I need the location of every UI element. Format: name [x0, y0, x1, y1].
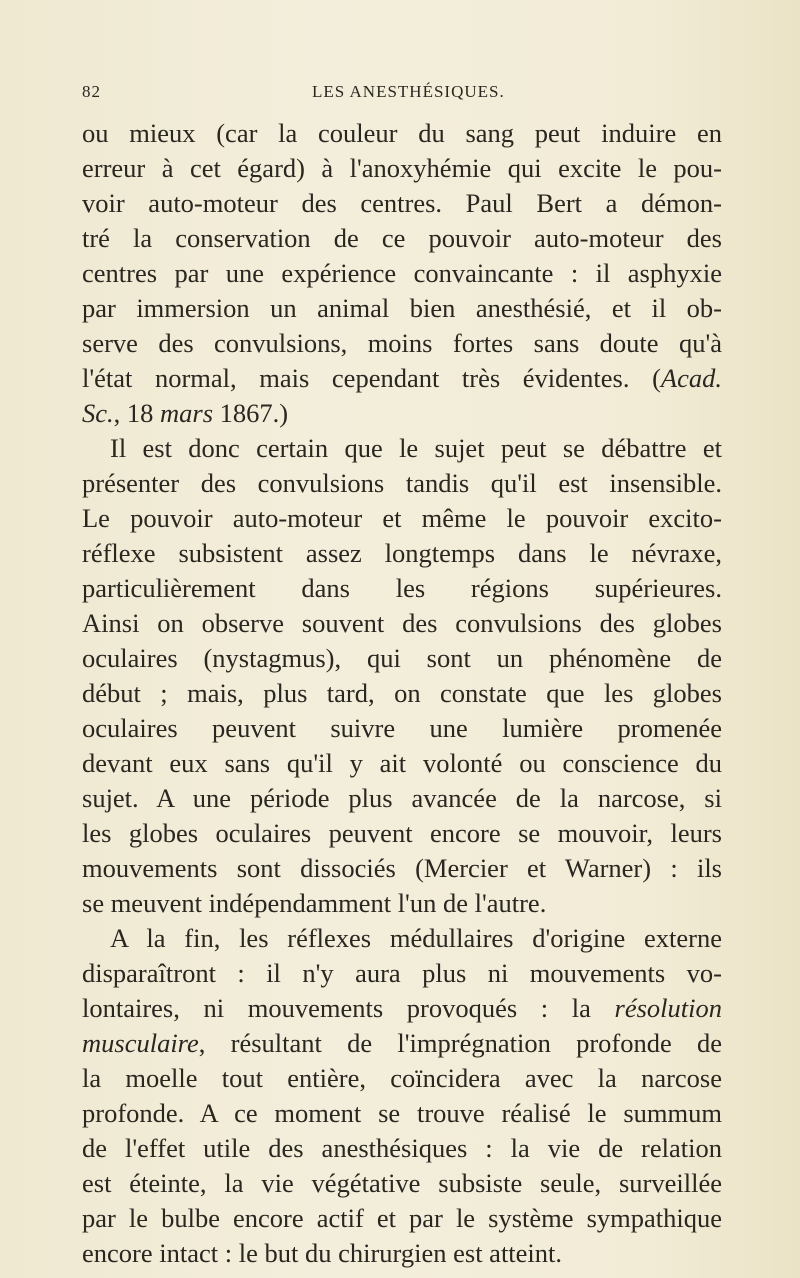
- text-line: profonde. A ce moment se trouve réalisé le summum: [82, 1098, 722, 1128]
- text-line: oculaires (nystagmus), qui sont un phénomène de: [82, 643, 722, 673]
- text-line: par le bulbe encore actif et par le système sympathique: [82, 1203, 722, 1233]
- text-line: A la fin, les réflexes médullaires d'origine externe: [110, 923, 722, 953]
- text-line: centres par une expérience convaincante : il asphyxie: [82, 258, 722, 288]
- text-line: sujet. A une période plus avancée de la narcose, si: [82, 783, 722, 813]
- text-line: serve des convulsions, moins fortes sans doute qu'à: [82, 328, 722, 358]
- text-line: début ; mais, plus tard, on constate que les globes: [82, 678, 722, 708]
- text-line: musculaire, résultant de l'imprégnation profonde de: [82, 1028, 722, 1058]
- text-line: Sc., 18 mars 1867.): [82, 398, 289, 428]
- text-line: réflexe subsistent assez longtemps dans le névraxe,: [82, 538, 722, 568]
- text-line: par immersion un animal bien anesthésié, et il ob-: [82, 293, 722, 323]
- running-title: LES ANESTHÉSIQUES.: [312, 82, 505, 101]
- text-line: voir auto-moteur des centres. Paul Bert a démon-: [82, 188, 722, 218]
- text-line: erreur à cet égard) à l'anoxyhémie qui excite le pou-: [82, 153, 722, 183]
- page-header: [82, 82, 722, 106]
- text-line: tré la conservation de ce pouvoir auto-moteur des: [82, 223, 722, 253]
- text-line: les globes oculaires peuvent encore se mouvoir, leurs: [82, 818, 722, 848]
- text-line: Le pouvoir auto-moteur et même le pouvoir excito-: [82, 503, 722, 533]
- text-line: est éteinte, la vie végétative subsiste seule, surveillée: [82, 1168, 722, 1198]
- text-line: ou mieux (car la couleur du sang peut induire en: [82, 118, 722, 148]
- text-line: encore intact : le but du chirurgien est atteint.: [82, 1238, 563, 1268]
- text-line: oculaires peuvent suivre une lumière promenée: [82, 713, 722, 743]
- text-line: lontaires, ni mouvements provoqués : la résolution: [82, 993, 722, 1023]
- text-line: Ainsi on observe souvent des convulsions des globes: [82, 608, 722, 638]
- text-line: Il est donc certain que le sujet peut se débattre et: [110, 433, 722, 463]
- text-line: disparaîtront : il n'y aura plus ni mouvements vo-: [82, 958, 722, 988]
- text-line: l'état normal, mais cependant très évidentes. (Acad.: [82, 363, 722, 393]
- text-line: devant eux sans qu'il y ait volonté ou conscience du: [82, 748, 722, 778]
- text-line: mouvements sont dissociés (Mercier et Warner) : ils: [82, 853, 722, 883]
- text-line: la moelle tout entière, coïncidera avec la narcose: [82, 1063, 722, 1093]
- text-line: de l'effet utile des anesthésiques : la vie de relation: [82, 1133, 722, 1163]
- text-line: particulièrement dans les régions supérieures.: [82, 573, 722, 603]
- text-line: se meuvent indépendamment l'un de l'autre.: [82, 888, 547, 918]
- text-line: présenter des convulsions tandis qu'il est insensible.: [82, 468, 722, 498]
- body-text: [82, 116, 722, 1271]
- page-number: 82: [82, 82, 101, 101]
